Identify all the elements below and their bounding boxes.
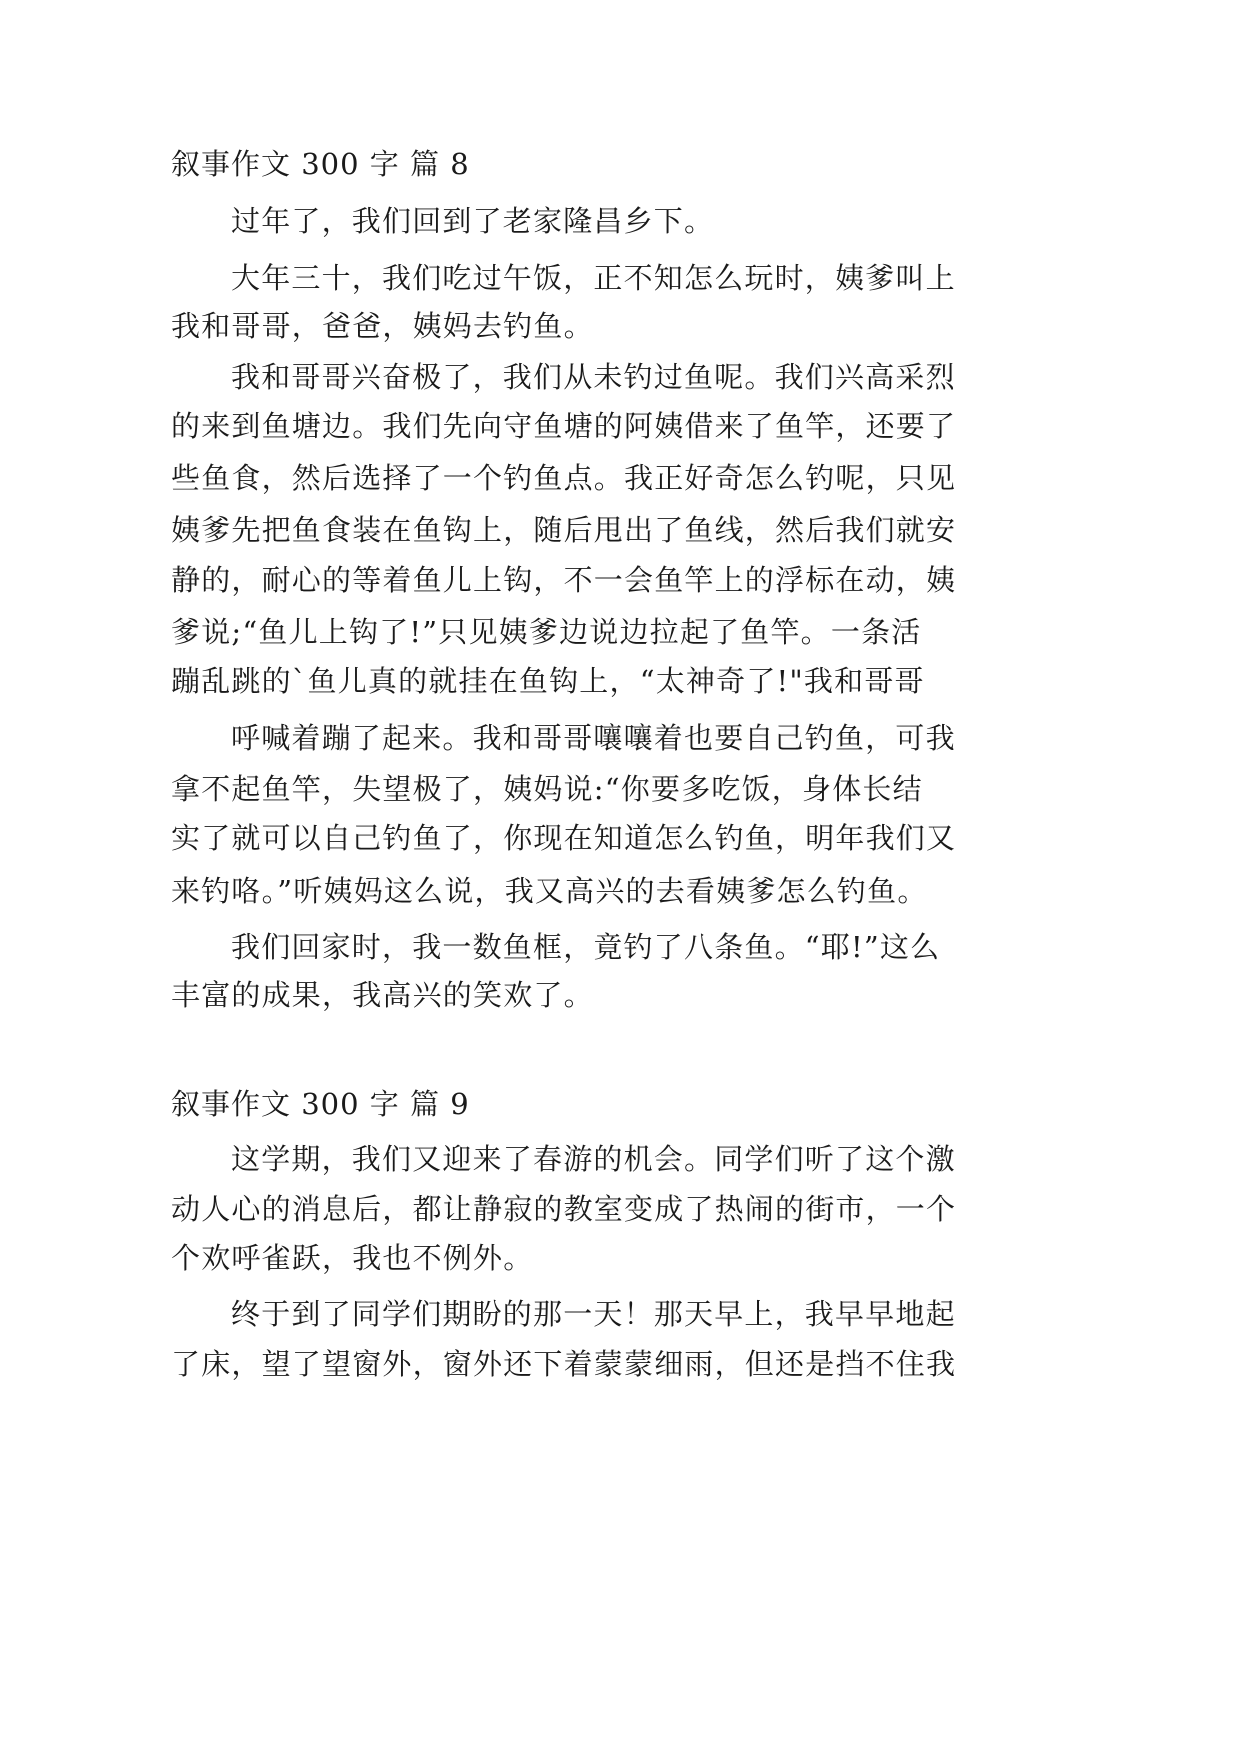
- paragraph-line: 个欢呼雀跃，我也不例外。: [171, 1241, 534, 1275]
- paragraph-line: 蹦乱跳的`鱼儿真的就挂在鱼钩上，“太神奇了!"我和哥哥: [171, 664, 925, 698]
- section-8-title: 叙事作文 300 字 篇 8: [171, 147, 470, 181]
- paragraph-line: 丰富的成果，我高兴的笑欢了。: [171, 978, 594, 1012]
- paragraph-line: 的来到鱼塘边。我们先向守鱼塘的阿姨借来了鱼竿，还要了: [171, 409, 957, 443]
- paragraph-line: 姨爹先把鱼食装在鱼钩上，随后甩出了鱼线，然后我们就安: [171, 513, 957, 547]
- paragraph-line: 终于到了同学们期盼的那一天！那天早上，我早早地起: [231, 1297, 956, 1331]
- paragraph-line: 我和哥哥，爸爸，姨妈去钓鱼。: [171, 309, 594, 343]
- paragraph-line: 过年了，我们回到了老家隆昌乡下。: [231, 204, 715, 238]
- paragraph-line: 我和哥哥兴奋极了，我们从未钓过鱼呢。我们兴高采烈: [231, 360, 956, 394]
- paragraph-line: 拿不起鱼竿，失望极了，姨妈说:“你要多吃饭，身体长结: [171, 772, 923, 806]
- paragraph-line: 我们回家时，我一数鱼框，竟钓了八条鱼。“耶!”这么: [231, 930, 941, 964]
- paragraph-line: 些鱼食，然后选择了一个钓鱼点。我正好奇怎么钓呢，只见: [171, 461, 957, 495]
- paragraph-line: 了床，望了望窗外，窗外还下着蒙蒙细雨，但还是挡不住我: [171, 1347, 957, 1381]
- paragraph-line: 静的，耐心的等着鱼儿上钩，不一会鱼竿上的浮标在动，姨: [171, 563, 957, 597]
- section-9-title: 叙事作文 300 字 篇 9: [171, 1087, 470, 1121]
- paragraph-line: 来钓咯。”听姨妈这么说，我又高兴的去看姨爹怎么钓鱼。: [171, 874, 928, 908]
- paragraph-line: 这学期，我们又迎来了春游的机会。同学们听了这个激: [231, 1142, 956, 1176]
- paragraph-line: 爹说;“鱼儿上钩了!”只见姨爹边说边拉起了鱼竿。一条活: [171, 615, 922, 649]
- paragraph-line: 大年三十，我们吃过午饭，正不知怎么玩时，姨爹叫上: [231, 261, 956, 295]
- paragraph-line: 实了就可以自己钓鱼了，你现在知道怎么钓鱼，明年我们又: [171, 821, 957, 855]
- paragraph-line: 呼喊着蹦了起来。我和哥哥嚷嚷着也要自己钓鱼，可我: [231, 721, 956, 755]
- paragraph-line: 动人心的消息后，都让静寂的教室变成了热闹的街市，一个: [171, 1192, 957, 1226]
